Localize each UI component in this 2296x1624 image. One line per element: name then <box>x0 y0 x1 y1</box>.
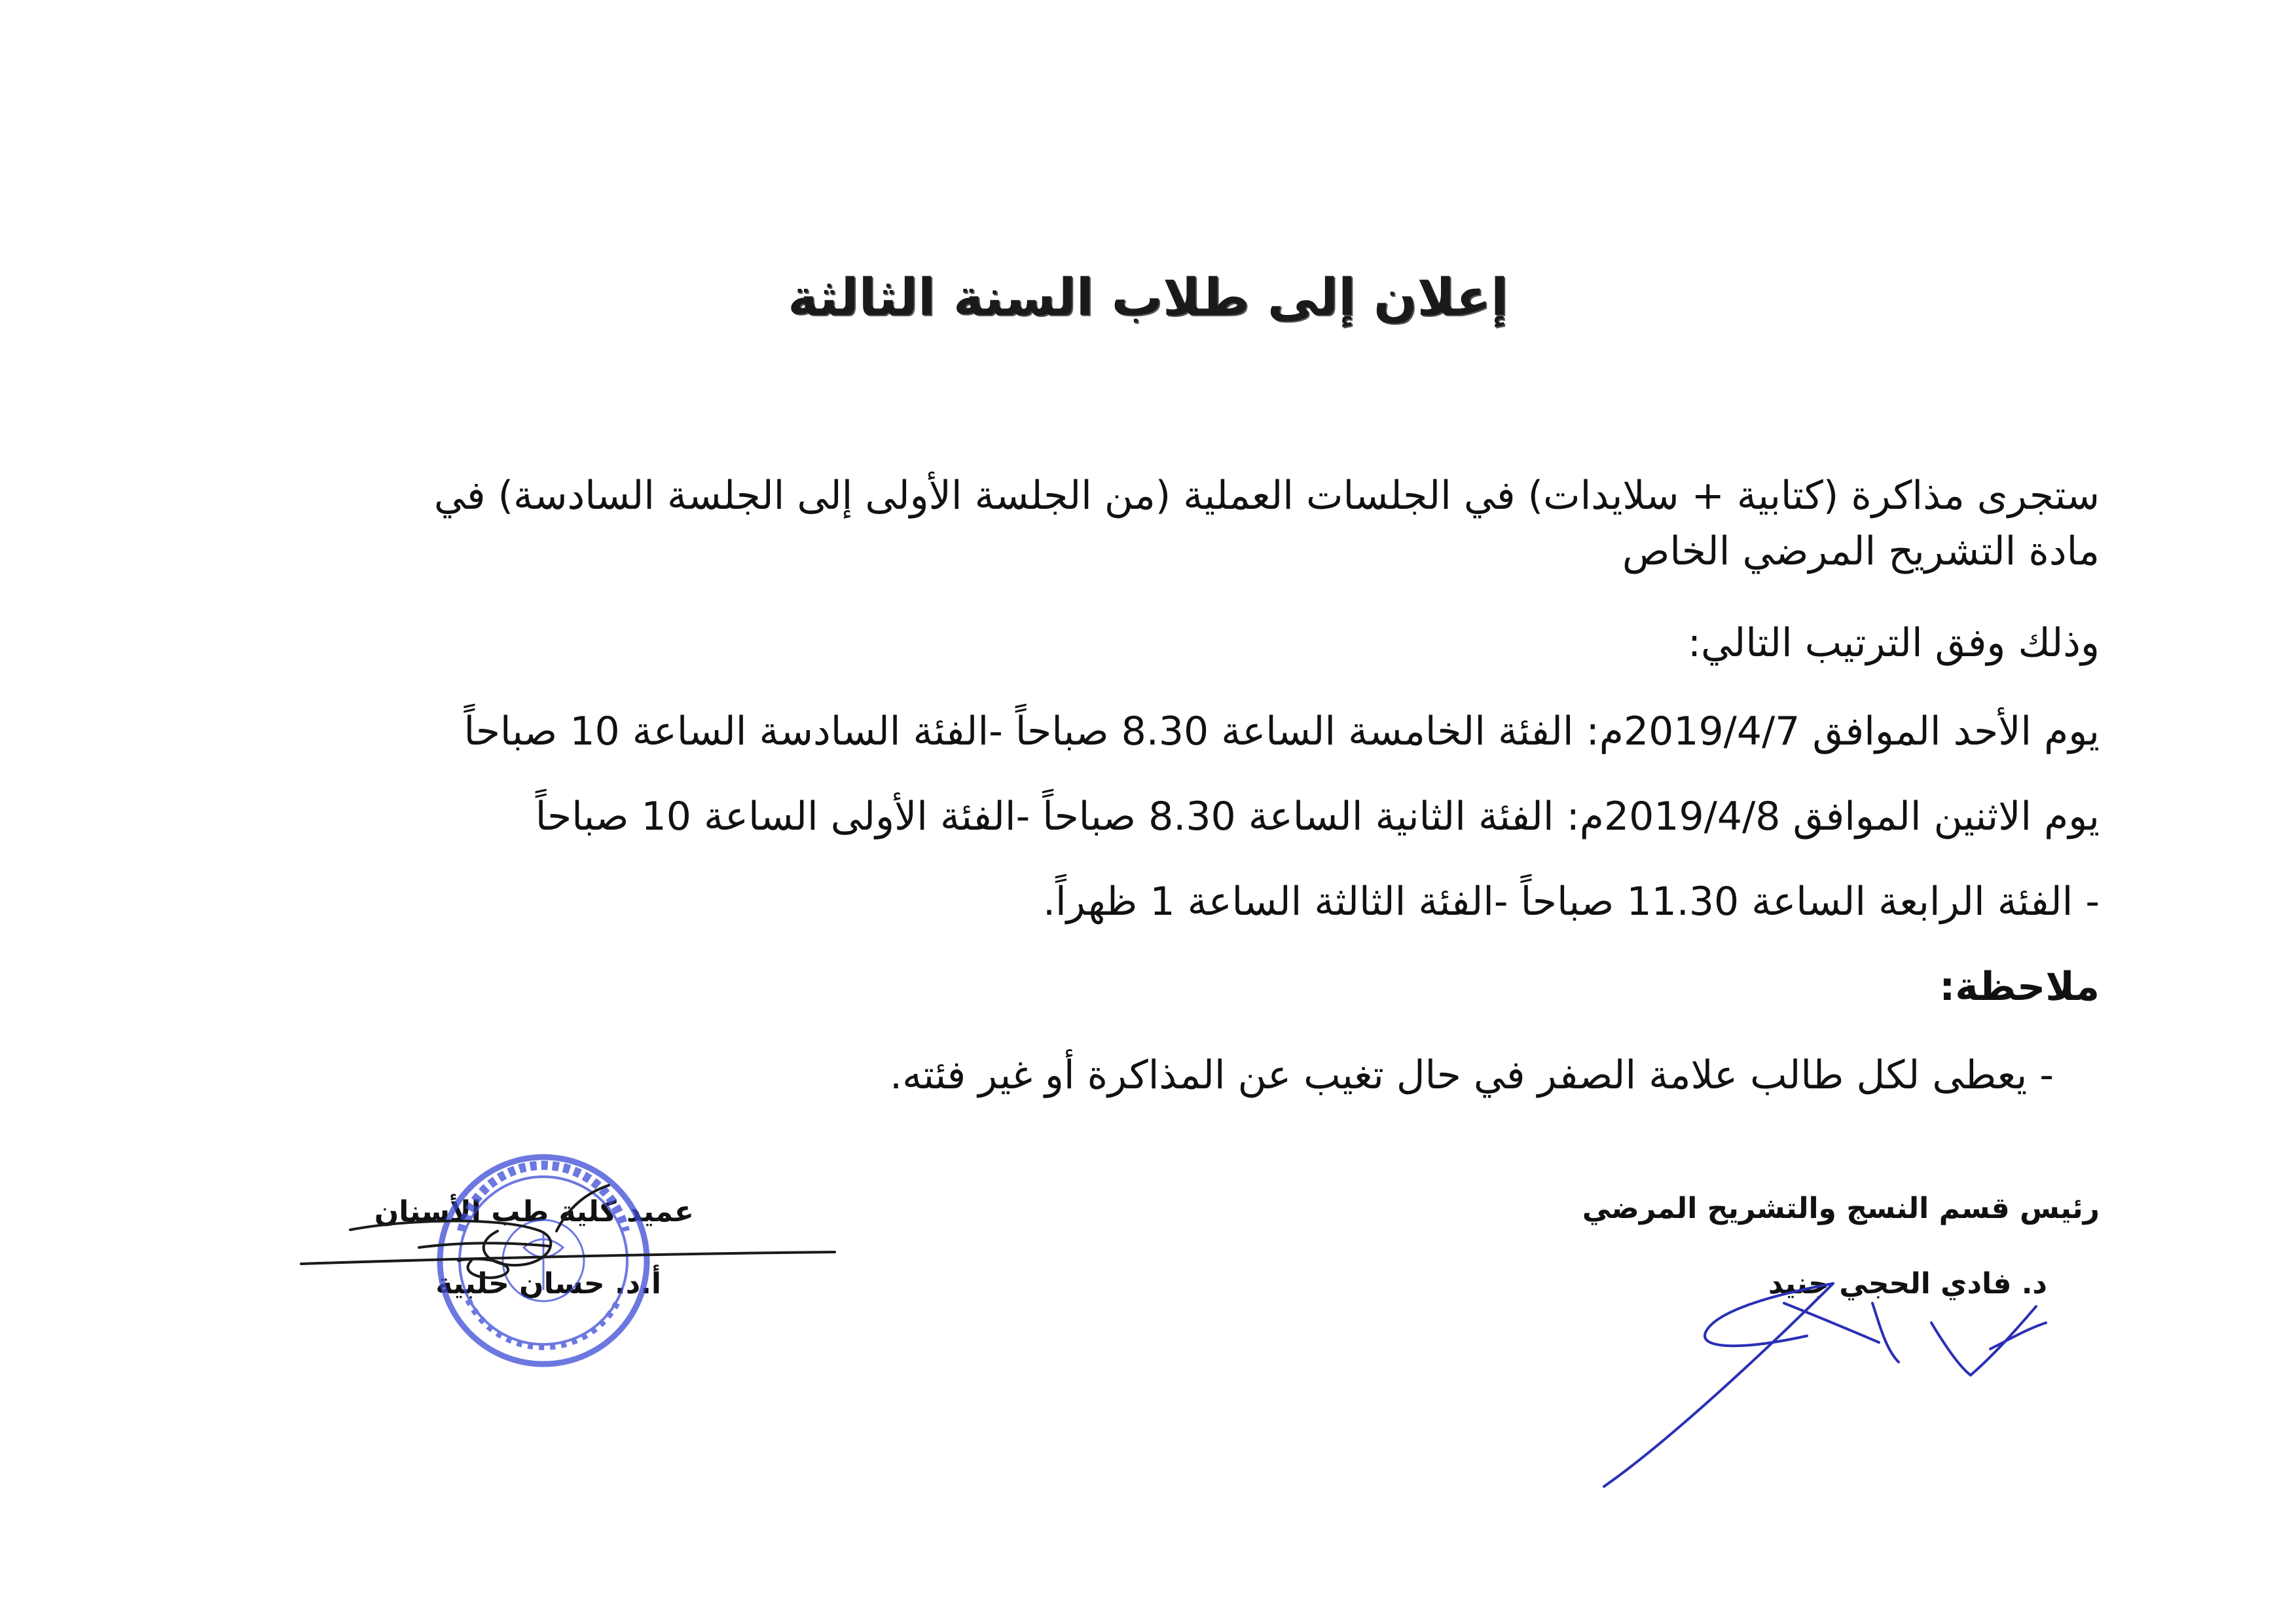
schedule-line-monday-continued: - الفئة الرابعة الساعة 11.30 صباحاً -الفئة الثالثة الساعة 1 ظهراً. <box>1042 879 2100 925</box>
schedule-line-monday: يوم الاثنين الموافق 2019/4/8م: الفئة الثانية الساعة 8.30 صباحاً -الفئة الأولى الساعة 10 صباحاً <box>535 794 2100 840</box>
dean-name: أ.د. حسان حلبية <box>435 1267 661 1301</box>
department-head-name: د. فادي الحجي جنيد <box>1768 1267 2047 1301</box>
order-intro: وذلك وفق الترتيب التالي: <box>1687 620 2100 666</box>
note-text: - يعطى لكل طالب علامة الصفر في حال تغيب عن المذاكرة أو غير فئته. <box>890 1052 2054 1098</box>
note-label: ملاحظة: <box>1939 964 2100 1010</box>
announcement-title: إعلان إلى طلاب السنة الثالثة <box>788 268 1508 327</box>
intro-paragraph: ستجرى مذاكرة (كتابية + سلايدات) في الجلسات العملية (من الجلسة الأولى إلى الجلسة السادسة) في مادة التشريح المرضي الخاص <box>433 473 2100 574</box>
department-head-title: رئيس قسم النسج والتشريح المرضي <box>1582 1192 2100 1225</box>
official-stamp <box>440 1157 647 1364</box>
schedule-line-sunday: يوم الأحد الموافق 2019/4/7م: الفئة الخامسة الساعة 8.30 صباحاً -الفئة السادسة الساعة 10 صباحاً <box>464 709 2100 754</box>
department-head-signature <box>1604 1283 2046 1486</box>
dean-title: عميد كلية طب الأسنان <box>374 1195 694 1228</box>
